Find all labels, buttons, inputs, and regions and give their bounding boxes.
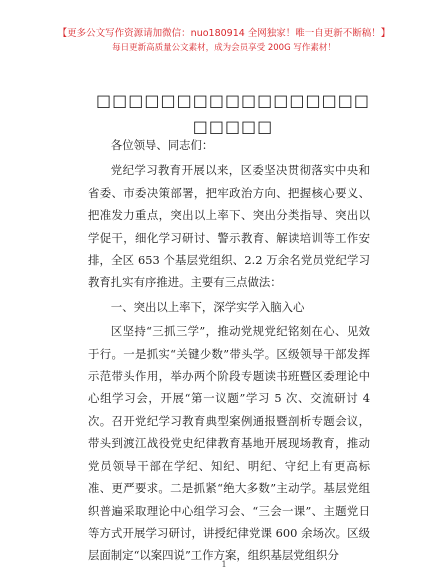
promo-line-wechat: 【更多公文写作资源请加微信：nuo180914 全网独家！唯一自更新不断稿！】 <box>57 28 391 39</box>
section-heading-1: 一、突出以上率下，深学实学入脑入心 <box>110 299 305 314</box>
salutation: 各位领导、同志们： <box>110 138 214 152</box>
page-number: 1 <box>221 560 227 569</box>
paragraph-intro: 党纪学习教育开展以来，区委坚决贯彻落实中央和省委、市委决策部署，把牢政治方向、把握核心要义、把准发力重点，突出以上率下、突出分类指导、突出以学促干，细化学习研讨、警示教育、解读培训等工作安排，全区 653 个基层党组织、2.2 万余名党员党纪学习教育扎实有序推进。主要有三点做法： <box>88 163 370 290</box>
document-body <box>88 134 370 567</box>
document-title: □□□□□□□□□□□□□□□□□□□□□□ <box>96 91 370 136</box>
promo-header <box>0 28 448 54</box>
paragraph-section-1: 区坚持“三抓三学”，推动党规党纪铭刻在心、见效于行。一是抓实“关键少数”带头学。区级领导干部发挥示范带头作用，举办两个阶段专题读书班暨区委理论中心组学习会，开展“第一议题”学习 5 次、交流研讨 4 次。召开党纪学习教育典型案例通报暨剖析专题会议，带头到渡江战役党史纪律教育基地开展现场教育，推动党员领导干部在学纪、知纪、明纪、守纪上有更高标准、更严要求。二是抓紧“绝大多数”主动学。基层党组织普遍采取理论中心组学习会、“三会一课”、主题党日等方式开展学习研讨，讲授纪律党课 600 余场次。区级层面制定“以案四说”工作方案，组织基层党组织分 <box>88 324 370 563</box>
promo-line-membership: 每日更新高质量公文素材，成为会员享受 200G 写作素材！ <box>112 43 336 53</box>
